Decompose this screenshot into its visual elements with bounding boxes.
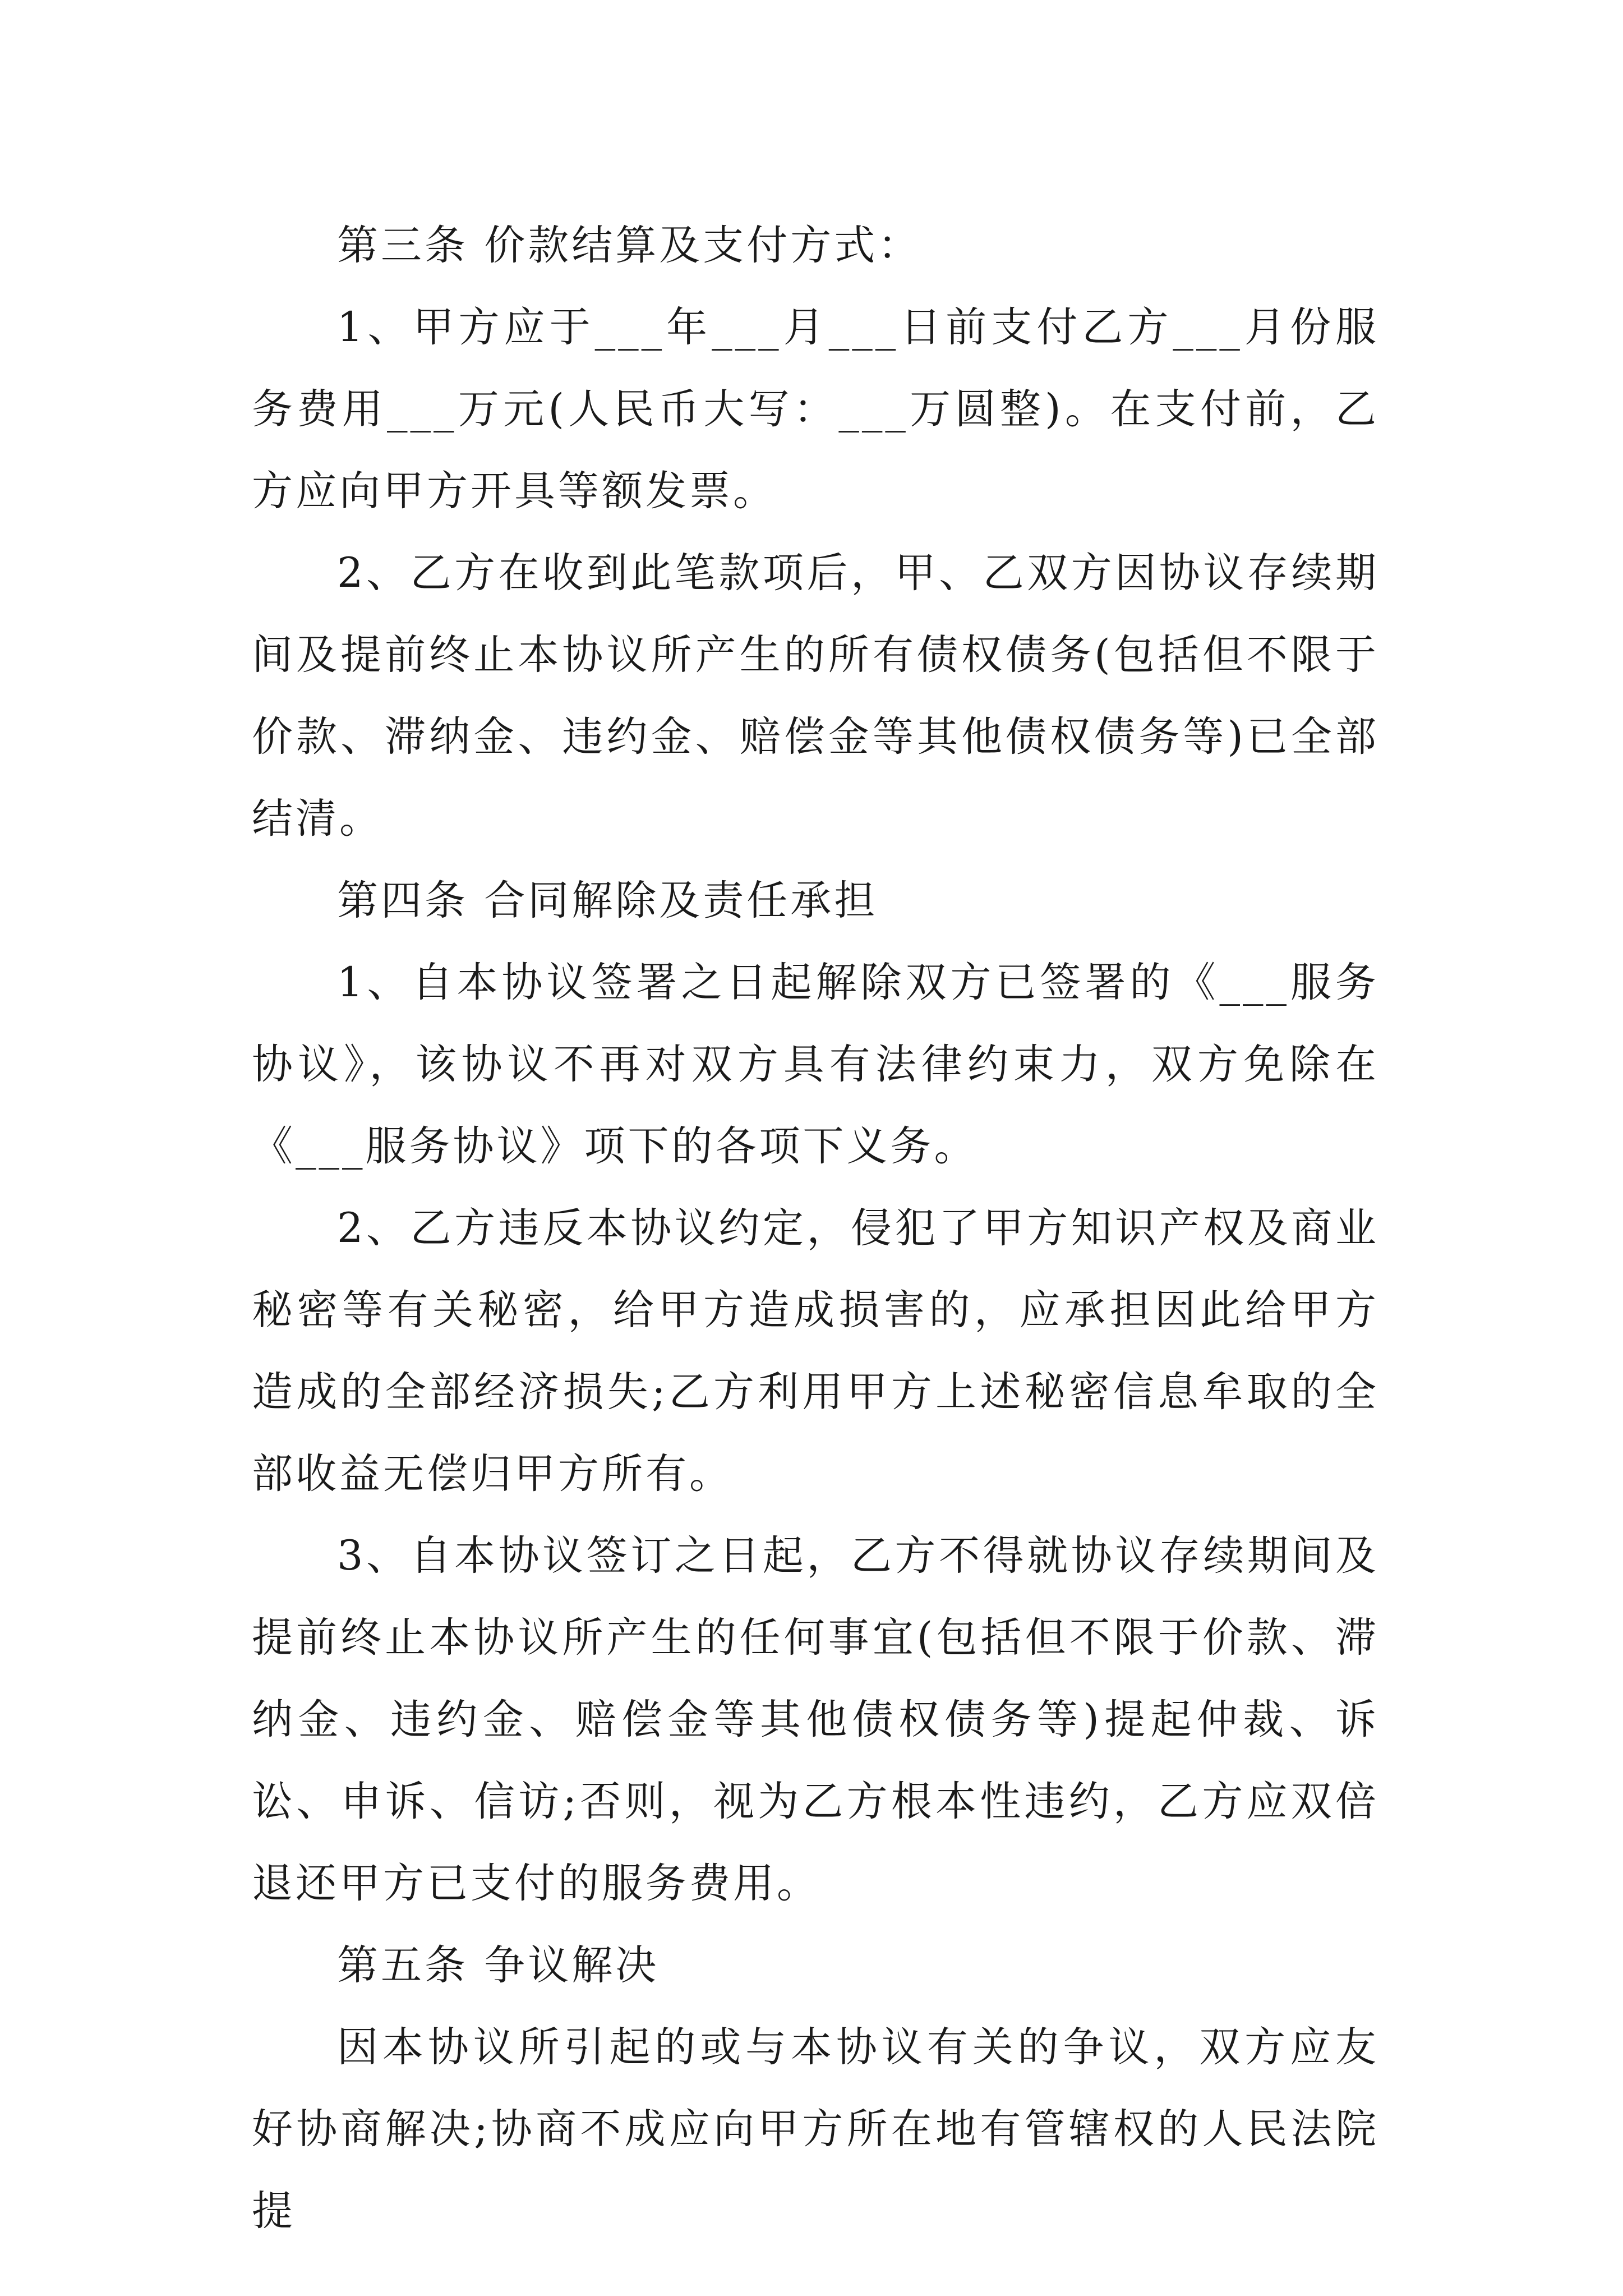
paragraph-3-1: 1、甲方应于___年___月___日前支付乙方___月份服务费用___万元(人民币大写：___万圆整)。在支付前，乙方应向甲方开具等额发票。 <box>252 303 1379 515</box>
document-body <box>252 205 1379 2252</box>
paragraph-5-1: 因本协议所引起的或与本协议有关的争议，双方应友好协商解决;协商不成应向甲方所在地有管辖权的人民法院提 <box>252 2023 1379 2235</box>
paragraph-4-3: 3、自本协议签订之日起，乙方不得就协议存续期间及提前终止本协议所产生的任何事宜(包括但不限于价款、滞纳金、违约金、赔偿金等其他债权债务等)提起仲裁、诉讼、申诉、信访;否则，视为乙方根本性违约，乙方应双倍退还甲方已支付的服务费用。 <box>252 1532 1379 1907</box>
paragraph-4-1: 1、自本协议签署之日起解除双方已签署的《___服务协议》，该协议不再对双方具有法律约束力，双方免除在《___服务协议》项下的各项下义务。 <box>252 959 1379 1170</box>
paragraph-3-2: 2、乙方在收到此笔款项后，甲、乙双方因协议存续期间及提前终止本协议所产生的所有债权债务(包括但不限于价款、滞纳金、违约金、赔偿金等其他债权债务等)已全部结清。 <box>252 549 1379 843</box>
section-heading-article-4: 第四条 合同解除及责任承担 <box>337 877 878 924</box>
section-heading-article-3: 第三条 价款结算及支付方式： <box>337 222 922 269</box>
paragraph-4-2: 2、乙方违反本协议约定，侵犯了甲方知识产权及商业秘密等有关秘密，给甲方造成损害的，应承担因此给甲方造成的全部经济损失;乙方利用甲方上述秘密信息牟取的全部收益无偿归甲方所有。 <box>252 1204 1379 1498</box>
section-heading-article-5: 第五条 争议解决 <box>337 1941 660 1989</box>
